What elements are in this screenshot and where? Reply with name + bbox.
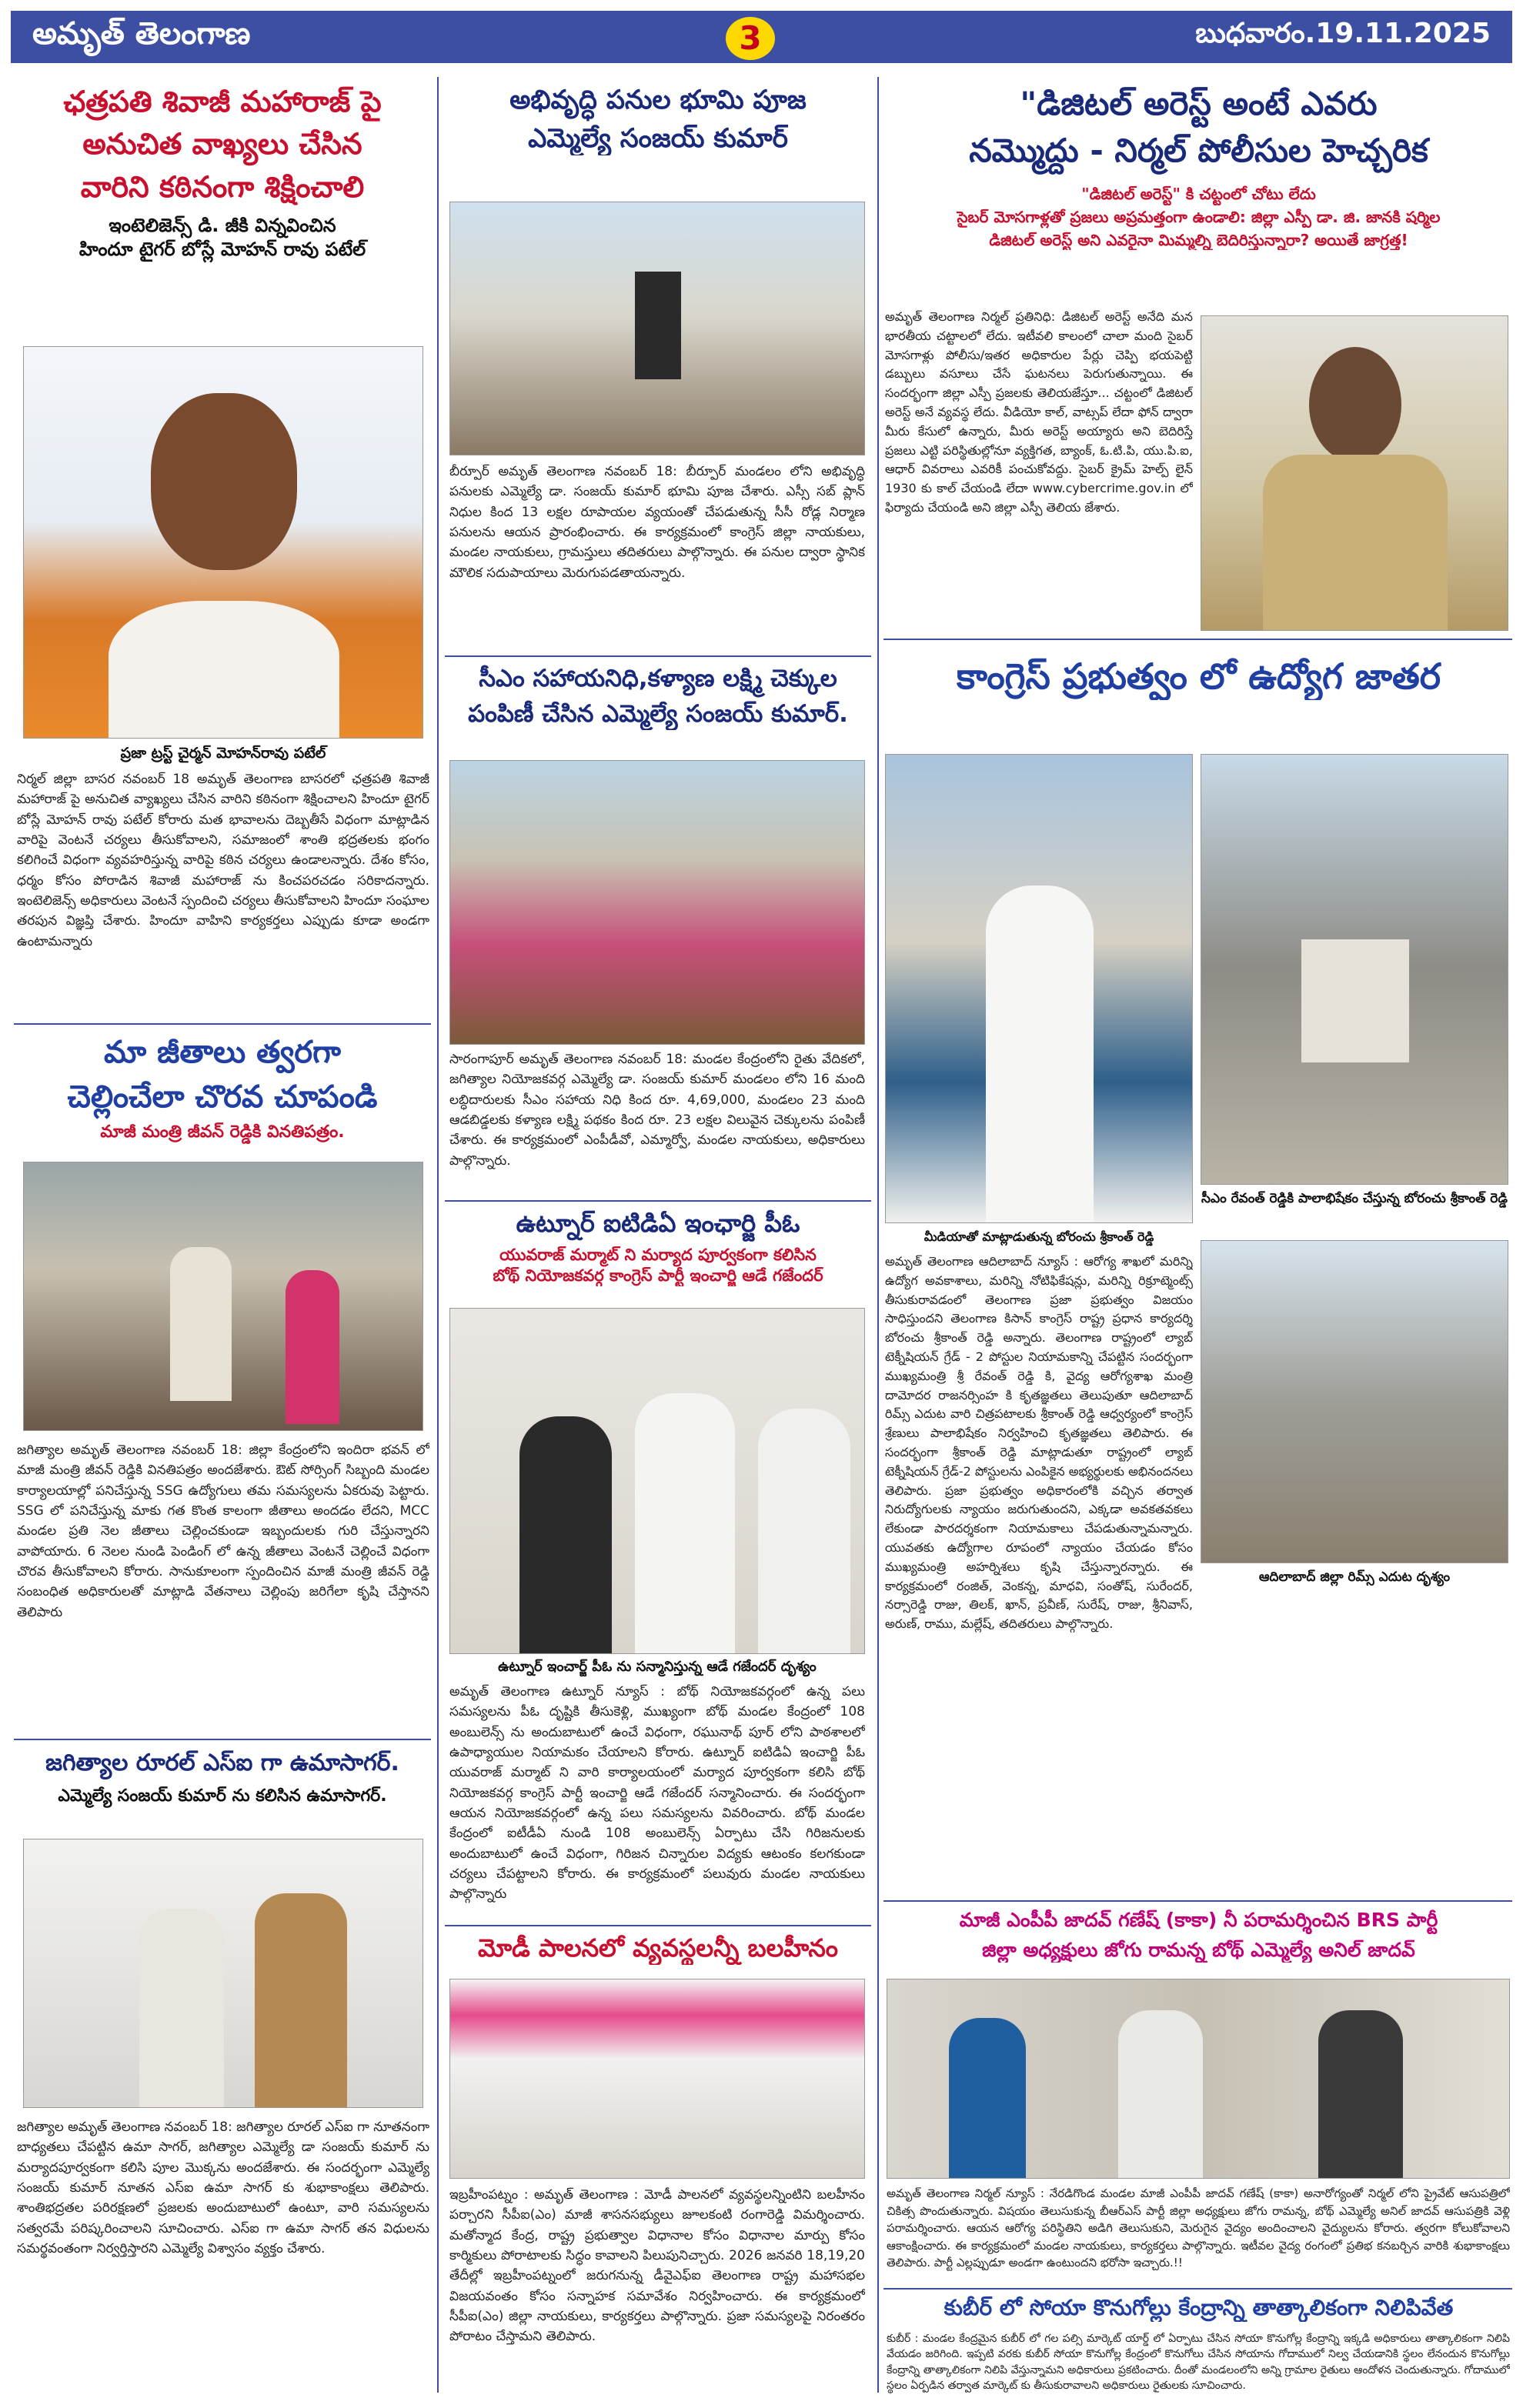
person-shape: [986, 885, 1094, 1223]
person-shape: [758, 1409, 850, 1654]
a4-headline-1: మా జీతాలు త్వరగా: [104, 1035, 341, 1070]
a10-body: అమృత్ తెలంగాణ నిర్మల్ న్యూస్ : నేరడిగొండ మండల మాజీ ఎంపీపీ జాదవ్ గణేష్ (కాకా) అనారోగ్యంతో నిర్మల్ లోని ప్రైవేట్ ఆసుపత్రిలో చికిత్స పొందుతున్నారు. విషయం తెలుసుకున్న బీఆర్ఎస్ పార్టీ జిల్లా అధ్యక్షులు జోగు రామన్న, బోథ్ ఎమ్మెల్యే అనిల్ జాదవ్ ఆసుపత్రికి వెళ్లి పరామర్శించారు. ఆయన ఆరోగ్య పరిస్థితిని అడిగి తెలుసుకుని, మెరుగైన వైద్యం అందించాలని వైద్యులను కోరారు. త్వరగా కోలుకోవాలని ఆకాంక్షించారు. ఈ కార్యక్రమంలో మండల నాయకులు, కార్యకర్తలు పాల్గొన్నారు. ఇటీవల వైద్య రంగంలో ప్రతిభ కనబర్చిన వారికి శుభాకాంక్షలు తెలిపారు. పార్టీ ఎల్లప్పుడూ అండగా ఉంటుందని భరోసా ఇచ్చారు.!!: [887, 2186, 1510, 2270]
person-shape: [635, 1393, 735, 1654]
a6-headline: ఉట్నూర్ ఐటిడిఏ ఇంఛార్జి పీఓ: [516, 1209, 800, 1238]
a8-subhead-2: సైబర్ మోసగాళ్లతో ప్రజలు అప్రమత్తంగా ఉండాలి: జిల్లా ఎస్పీ డా. జి. జానకి షర్మిల: [957, 208, 1441, 227]
a8-headline-1: "డిజిటల్ అరెస్ట్ అంటే ఎవరు: [1020, 85, 1378, 122]
a3-photo: [449, 760, 865, 1045]
a7-headline: మోడీ పాలనలో వ్యవస్థలన్నీ బలహీనం: [477, 1933, 839, 1963]
face-shape: [1309, 347, 1401, 462]
a9-photo-3: [1201, 1240, 1508, 1563]
a6-body: అమృత్ తెలంగాణ ఉట్నూర్ న్యూస్ : బోథ్ నియోజకవర్గంలో ఉన్న పలు సమస్యలను పీఓ దృష్టికి తీసుకెళ్లి, ముఖ్యంగా బోథ్ మండల కేంద్రంలో 108 అంబులెన్స్ ను అందుబాటులో ఉంచే విధంగా, రఘునాథ్ పూర్ లోని పాఠశాలలో ఉపాధ్యాయుల నియామకం చేయాలని కోరారు. ఉట్నూర్ ఐటిడిఏ ఇంచార్జి పీఓ యువరాజ్ మర్మాట్ ని వారి కార్యాలయంలో మర్యాద పూర్వకంగా కలిసి బోథ్ నియోజకవర్గ కాంగ్రెస్ పార్టీ ఇంచార్జి ఆడే గజేందర్ సన్మానించారు. ఈ సందర్భంగా ఆయన నియోజకవర్గంలో ఉన్న పలు సమస్యలను వివరించారు. బోథ్ మండల కేంద్రంలో ఐటీడీఏ నుండి 108 అంబులెన్స్ ఏర్పాటు చేసి గిరిజనులకు అందుబాటులో ఉంచే విధంగా, గిరిజన చిన్నారుల విద్యకు ఆటంకం కలగకుండా చర్యలు చేపట్టాలని కోరారు. ఈ కార్యక్రమంలో పలువురు మండల నాయకులు పాల్గొన్నారు: [449, 1684, 865, 1903]
column-divider: [437, 77, 439, 2393]
a5-body-wrap: [17, 2117, 429, 2386]
a5-headline: జగిత్యాల రూరల్ ఎస్ఐ గా ఉమాసాగర్.: [45, 1749, 399, 1776]
a10-headline-2: జిల్లా అధ్యక్షులు జోగు రామన్న బోథ్ ఎమ్మెల్యే అనిల్ జాదవ్: [982, 1938, 1415, 1961]
a5-photo: [23, 1839, 423, 2108]
newspaper-title: అమృత్ తెలంగాణ: [32, 15, 251, 52]
a4-subhead: మాజీ మంత్రి జీవన్ రెడ్డికి వినతిపత్రం.: [100, 1122, 345, 1142]
a6-subhead-1: యువరాజ్ మర్మాట్ ని మర్యాద పూర్వకంగా కలిసిన: [499, 1245, 817, 1264]
a9-cap2-wrap: [1201, 1191, 1508, 1209]
a1-body-wrap: [17, 769, 429, 992]
a11-body: కుబీర్ : మండల కేంద్రమైన కుబీర్ లో గల పల్సి మార్కెట్ యార్డ్ లో ఏర్పాటు చేసిన సోయా కొనుగోల్ల కేంద్రాన్ని ఇక్కడి అధికారులు తాత్కాలికంగా నిలిపి వేయడం జరిగింది. ఇప్పటి వరకు కుబీర్ సోయా కొనుగోల్ల కేంద్రంలో కొనుగోలు చేసిన సోయాను గోదాములో నిల్వ చేయడానికి స్థలం లేనందున కొనుగోల్లు కేంద్రాన్ని తాత్కాలికంగా నిలిపి వేస్తున్నామని అధికారులు ప్రకటించారు. దీంతో మండలంలోని అన్ని గ్రామాల రైతులు ఆందోళన చెందుతున్నారు. గోదాములో స్థలం ఏర్పడిన తర్వాత మార్కెట్ కు తీసుకురావాలని అధికారులు రైతులకు సూచించారు.: [887, 2333, 1510, 2392]
a8-subhead-1: "డిజిటల్ అరెస్ట్" కి చట్టంలో చోటు లేదు: [1081, 185, 1316, 204]
a9-photo-2: [1201, 754, 1508, 1185]
a9-caption-2: సీఎం రేవంత్ రెడ్డికి పాలాభిషేకం చేస్తున్న బోరంచు శ్రీకాంత్ రెడ్డి: [1201, 1191, 1508, 1206]
person-shape: [170, 1247, 232, 1401]
a9-caption-3: ఆదిలాబాద్ జిల్లా రిమ్స్ ఎదుట దృశ్యం: [1258, 1569, 1451, 1585]
a10-headline-1: మాజీ ఎంపీపీ జాదవ్ గణేష్ (కాకా) నీ పరామర్శించిన BRS పార్టీ: [959, 1909, 1438, 1931]
a9-cap3-wrap: [1201, 1569, 1508, 1588]
a2-headline-2: ఎమ్మెల్యే సంజయ్ కుమార్: [528, 123, 788, 155]
a1-subhead-2: హిందూ టైగర్ బోస్లే మోహన్ రావు పటేల్: [78, 238, 366, 261]
a10-head-wrap: [885, 1908, 1512, 1963]
person-shape: [1318, 2010, 1403, 2179]
a8-body: అమృత్ తెలంగాణ నిర్మల్ ప్రతినిధి: డిజిటల్ అరెస్ట్ అనేది మన భారతీయ చట్టాలలో లేదు. ఇటీవలి కాలంలో చాలా మంది సైబర్ మోసగాళ్లు పోలీసు/ఇతర అధికారుల పేర్లు చెప్పి భయపెట్టి డబ్బులు వసూలు చేసే ఘటనలు పెరుగుతున్నాయి. ఈ సందర్భంగా జిల్లా ఎస్పీ ప్రజలకు తెలియజేస్తూ... చట్టంలో డిజిటల్ అరెస్ట్ అనే వ్యవస్థ లేదు. వీడియో కాల్, వాట్సప్ లేదా ఫోన్ ద్వారా మీరు కేసులో ఉన్నారు, మీరు అరెస్ట్ అయ్యారు అని బెదిరిస్తే ప్రజలు ఎట్టి పరిస్థితుల్లోనూ వ్యక్తిగత, బ్యాంక్, ఓ.టి.పి, యు.పి.ఐ, ఆధార్ వివరాలు ఎవరికీ పంచుకోవద్దు. సైబర్ క్రైమ్ హెల్ప్ లైన్ 1930 కు కాల్ చేయండి లేదా www.cybercrime.gov.in లో ఫిర్యాదు చేయండి అని జిల్లా ఎస్పీ తెలియ జేశారు.: [885, 309, 1193, 515]
divider: [445, 1925, 871, 1926]
a9-headline: కాంగ్రెస్ ప్రభుత్వం లో ఉద్యోగ జాతర: [956, 655, 1441, 697]
a9-head-wrap: [885, 654, 1512, 700]
a4-headline-2: చెల్లించేలా చొరవ చూపండి: [67, 1079, 378, 1115]
a1-headline-1: ఛత్రపతి శివాజీ మహారాజ్ పై: [63, 85, 382, 118]
a1-caption: ప్రజా ట్రస్ట్ చైర్మన్ మోహన్‌రావు పటేల్: [120, 745, 326, 762]
divider: [883, 2288, 1512, 2290]
divider: [14, 1023, 431, 1025]
a2-body: బీర్పూర్ అమృత్ తెలంగాణ నవంబర్ 18: బీర్పూర్ మండలం లోని అభివృద్ధి పనులకు ఎమ్మెల్యే డా. సంజయ్ కుమార్ భూమి పూజ చేశారు. ఎస్సీ సబ్ ప్లాన్ నిధుల కింద 13 లక్షల రూపాయల వ్యయంతో చేపడుతున్న సీసీ రోడ్ల నిర్మాణ పనులను ఆయన ప్రారంభించారు. ఈ కార్యక్రమంలో కాంగ్రెస్ జిల్లా నాయకులు, మండల నాయకులు, గ్రామస్తులు తదితరులు పాల్గొన్నారు. ఈ పనుల ద్వారా స్థానిక మౌలిక సదుపాయాలు మెరుగుపడతాయన్నారు.: [449, 464, 865, 581]
a1-subhead-1: ఇంటెలిజెన్స్ డి. జీకి విన్నవించిన: [109, 215, 336, 237]
issue-date: బుధవారం.19.11.2025: [1195, 18, 1491, 49]
person-shape: [255, 1893, 347, 2108]
a1-portrait-photo: [23, 346, 423, 739]
a5-subhead: ఎమ్మెల్యే సంజయ్ కుమార్ ను కలిసిన ఉమాసాగర్.: [58, 1786, 387, 1806]
column-divider: [877, 77, 879, 2393]
a7-body-wrap: [449, 2185, 865, 2389]
a7-head-wrap: [445, 1933, 871, 1965]
a6-caption-wrap: [449, 1659, 865, 1678]
uniform-shape: [1263, 455, 1448, 631]
a10-photo: [887, 1979, 1510, 2179]
a4-body: జగిత్యాల అమృత్ తెలంగాణ నవంబర్ 18: జిల్లా కేంద్రంలోని ఇందిరా భవన్ లో మాజీ మంత్రి జీవన్ రెడ్డికి వినతిపత్రం అందజేశారు. ఔట్ సోర్సింగ్ సిబ్బంది మండల కార్యాలయాల్లో పనిచేస్తున్న SSG ఉద్యోగులు తమ సమస్యలను ఏకరువు పెట్టారు. SSG లో పనిచేస్తున్న మాకు గత కొంత కాలంగా జీతాలు అందడం లేదని, MCC మండల ప్రతి నెల జీతాలు చెల్లించకుండా ఇబ్బందులకు గురి చేస్తున్నారని వాపోయారు. 6 నెలల నుండి పెండింగ్ లో ఉన్న జీతాలు వెంటనే చెల్లించే విధంగా చొరవ తీసుకోవాలని కోరారు. సానుకూలంగా స్పందించిన మాజీ మంత్రి జీవన్ రెడ్డి సంబంధిత అధికారులతో మాట్లాడి వేతనాలు చెల్లింపు జరిగేలా కృషి చేస్తానని తెలిపారు: [17, 1442, 429, 1620]
person-shape: [286, 1270, 339, 1424]
a9-caption-1: మీడియాతో మాట్లాడుతున్న బోరంచు శ్రీకాంత్ రెడ్డి: [923, 1229, 1154, 1244]
a11-body-wrap: [887, 2331, 1510, 2400]
portrait-frame-shape: [1301, 939, 1409, 1062]
person-shape: [139, 1909, 224, 2108]
person-shape: [519, 1416, 612, 1654]
divider: [445, 655, 871, 657]
a2-body-wrap: [449, 462, 865, 662]
a9-body-wrap: [885, 1252, 1193, 1899]
person-shape: [1118, 2010, 1203, 2179]
a6-caption: ఉట్నూర్ ఇంచార్జ్ పీఓ ను సన్మానిస్తున్న ఆడే గజేందర్ దృశ్యం: [498, 1659, 817, 1675]
a9-photo-1: [885, 754, 1193, 1223]
a1-headline-3: వారిని కఠినంగా శిక్షించాలి: [80, 169, 365, 204]
a2-headline-1: అభివృద్ధి పనుల భూమి పూజ: [509, 85, 807, 115]
a1-headline-2: అనుచిత వాఖ్యలు చేసిన: [82, 127, 362, 162]
face-shape: [151, 393, 297, 570]
a8-headline-2: నమ్మొద్దు - నిర్మల్ పోలీసుల హెచ్చరిక: [969, 131, 1428, 169]
a3-head-wrap: [445, 663, 871, 730]
a2-photo: [449, 202, 865, 455]
a3-headline-2: పంపిణీ చేసిన ఎమ్మెల్యే సంజయ్ కుమార్.: [468, 700, 848, 729]
a6-photo: [449, 1308, 865, 1654]
divider: [14, 1739, 431, 1740]
divider: [445, 1200, 871, 1202]
a11-head-wrap: [885, 2294, 1512, 2322]
a9-body: అమృత్ తెలంగాణ ఆదిలాబాద్ న్యూస్ : ఆరోగ్య శాఖలో మరిన్ని ఉద్యోగ అవకాశాలు, మరిన్ని నోటిఫికేషన్లు, మరిన్ని రిక్రూట్మెంట్స్ తీసుకురావడంలో తెలంగాణ ప్రజా ప్రభుత్వం విజయం సాధిస్తుందని తెలంగాణ కిసాన్ కాంగ్రెస్ రాష్ట్ర ప్రధాన కార్యదర్శి బోరంచు శ్రీకాంత్ రెడ్డి అన్నారు. తెలంగాణ రాష్ట్రంలో ల్యాబ్ టెక్నీషియన్ గ్రేడ్ - 2 పోస్టుల నియామకాన్ని చేపట్టిన సందర్భంగా ముఖ్యమంత్రి శ్రీ రేవంత్ రెడ్డి కి, వైద్య ఆరోగ్యశాఖ మంత్రి దామోదర రాజనర్సింహ కి కృతజ్ఞతలు తెలుపుతూ ఆదిలాబాద్ రిమ్స్ ఎదుట వారి చిత్రపటాలకు శ్రీకాంత్ రెడ్డి ఆధ్వర్యంలో కాంగ్రెస్ శ్రేణులు పాలాభిషేకం నిర్వహించి కృతజ్ఞతలు తెలిపారు. ఈ సందర్భంగా శ్రీకాంత్ రెడ్డి మాట్లాడుతూ రాష్ట్రంలో ల్యాబ్ టెక్నీషియన్ గ్రేడ్-2 పోస్టులను ఎంపికైన అభ్యర్థులకు అభినందనలు తెలిపారు. ప్రజా ప్రభుత్వం అధికారంలోకి వచ్చిన తర్వాత నిరుద్యోగులకు న్యాయం జరుగుతుందని, ఎక్కడా అవకతవకలు లేకుండా పారదర్శకంగా నియామకాలు చేపడుతున్నామన్నారు. యువతకు ఉద్యోగాల రూపంలో న్యాయం చేయడం కోసం ముఖ్యమంత్రి అహర్నిశలు కృషి చేస్తున్నారన్నారు. ఈ కార్యక్రమంలో రంజిత్, వెంకన్న, మాధవి, సంతోష్, సురేందర్, నర్సారెడ్డి రాజు, తిలక్, ఖాన్, ప్రవీణ్, సురేష్, రాజు, శ్రీనివాస్, అరుణ్, రాము, మల్లేష్, తదితరులు పాల్గొన్నారు.: [885, 1254, 1193, 1632]
a7-body: ఇబ్రహీంపట్నం : అమృత్ తెలంగాణ : మోడీ పాలనలో వ్యవస్థలన్నింటిని బలహీనం పర్చారని సీపీఐ(ఎం) మాజీ శాసనసభ్యులు జూలకంటి రంగారెడ్డి విమర్శించారు. మతోన్మాద కేంద్ర, రాష్ట్ర ప్రభుత్వాల విధానాల కోసం విధానాల మార్పు కోసం కార్మికులు పోరాటాలకు సిద్ధం కావాలని పిలుపునిచ్చారు. 2026 జనవరి 18,19,20 తేదీల్లో ఇబ్రహీంపట్నంలో జరుగనున్న డీవైఎఫ్ఐ తెలంగాణ రాష్ట్ర మహాసభల విజయవంతం కోసం సన్నాహక సమావేశం నిర్వహించారు. ఈ కార్యక్రమంలో సీపీఐ(ఎం) జిల్లా నాయకులు, కార్యకర్తలు పాల్గొన్నారు. ప్రజా సమస్యలపై నిరంతరం పోరాటం చేస్తామని తెలిపారు.: [449, 2187, 865, 2345]
a10-body-wrap: [887, 2185, 1510, 2285]
a8-body-wrap: [885, 308, 1193, 631]
plaque-shape: [635, 272, 681, 379]
a3-body: సారంగాపూర్ అమృత్ తెలంగాణ నవంబర్ 18: మండల కేంద్రంలోని రైతు వేదికలో, జగిత్యాల నియోజకవర్గ ఎమ్మెల్యే డా. సంజయ్ కుమార్ మండలం లోని 16 మంది లబ్ధిదారులకు సీఎం సహాయ నిధి కింద రూ. 4,69,000, మండలం 23 మంది ఆడబిడ్డలకు కళ్యాణ లక్ష్మి పథకం కింద రూ. 23 లక్షల విలువైన చెక్కులను పంపిణీ చేశారు. ఈ కార్యక్రమంలో ఎంపీడీవో, ఎమ్మార్వో, మండల నాయకులు, అధికారులు పాల్గొన్నారు.: [449, 1052, 865, 1169]
a3-headline-1: సీఎం సహాయనిధి,కళ్యాణ లక్ష్మి చెక్కుల: [479, 665, 837, 692]
a3-body-wrap: [449, 1049, 865, 1196]
divider: [883, 1900, 1512, 1902]
a4-body-wrap: [17, 1440, 429, 1733]
page-number: 3: [726, 17, 775, 60]
a8-head-wrap: [885, 83, 1512, 250]
a5-head-wrap: [14, 1748, 431, 1808]
a4-photo: [23, 1162, 423, 1431]
a11-headline: కుబీర్ లో సోయా కొనుగోల్లు కేంద్రాన్ని తాత్కాలికంగా నిలిపివేత: [944, 2295, 1454, 2320]
divider: [883, 639, 1512, 640]
a9-cap1-wrap: [885, 1229, 1193, 1247]
a6-body-wrap: [449, 1682, 865, 1920]
a6-subhead-2: బోథ్ నియోజకవర్గ కాంగ్రెస్ పార్టీ ఇంచార్జి ఆడే గజేందర్: [493, 1266, 823, 1285]
a5-body: జగిత్యాల అమృత్ తెలంగాణ నవంబర్ 18: జగిత్యాల రూరల్ ఎస్ఐ గా నూతనంగా బాధ్యతలు చేపట్టిన ఉమా సాగర్, జగిత్యాల ఎమ్మెల్యే డా సంజయ్ కుమార్ ను మర్యాదపూర్వకంగా కలిసి పూల మొక్కను అందజేశారు. ఈ సందర్భంగా ఎమ్మెల్యే సంజయ్ కుమార్ నూతన ఎస్ఐ ఉమా సాగర్ కు శుభాకాంక్షలు తెలిపారు. శాంతిభద్రతల పరిరక్షణలో ప్రజలకు అందుబాటులో ఉంటూ, వారి సమస్యలను సత్వరమే పరిష్కరించాలని సూచించారు. ఎస్ఐ గా ఉమా సాగర్ తన విధులను సమర్థవంతంగా నిర్వర్తిస్తారని ఎమ్మెల్యే విశ్వాసం వ్యక్తం చేశారు.: [17, 2120, 429, 2257]
a1-caption-wrap: [23, 745, 423, 765]
a8-subhead-3: డిజిటల్ అరెస్ట్ అని ఎవరైనా మిమ్మల్ని బెదిరిస్తున్నారా? అయితే జాగ్రత్త!: [989, 231, 1408, 250]
a1-body: నిర్మల్ జిల్లా బాసర నవంబర్ 18 అమృత్ తెలంగాణ బాసరలో ఛత్రపతి శివాజీ మహారాజ్ పై అనుచిత వ్యాఖ్యలు చేసిన వారిని కఠినంగా శిక్షించాలని హిందూ టైగర్ బోస్లే మోహన్ రావు పటేల్ కోరారు మత భావాలను దెబ్బతీసే విధంగా మాట్లాడిన వారిపై వెంటనే చర్యలు తీసుకోవాలని, సమాజంలో శాంతి భద్రతలకు భంగం కలిగించే విధంగా వ్యవహరిస్తున్న వారిపై కఠిన చర్యలు ఉండాలన్నారు. దేశం కోసం, ధర్మం కోసం పోరాడిన శివాజీ మహారాజ్ ను కించపరచడం సరికాదన్నారు. ఇంటెలిజెన్స్ అధికారులు వెంటనే స్పందించి చర్యలు తీసుకోవాలని హిందూ సంఘాల తరపున విజ్ఞప్తి చేశారు. హిందూ వాహిని కార్యకర్తలు ఎప్పుడు కూడా అండగా ఉంటామన్నారు: [17, 772, 429, 949]
a2-head-wrap: [445, 83, 871, 155]
person-shape: [949, 2018, 1026, 2179]
a8-photo: [1201, 315, 1508, 631]
a7-photo: [449, 1979, 865, 2179]
a6-head-wrap: [445, 1208, 871, 1286]
shirt-shape: [109, 601, 339, 739]
a4-head-wrap: [14, 1032, 431, 1144]
